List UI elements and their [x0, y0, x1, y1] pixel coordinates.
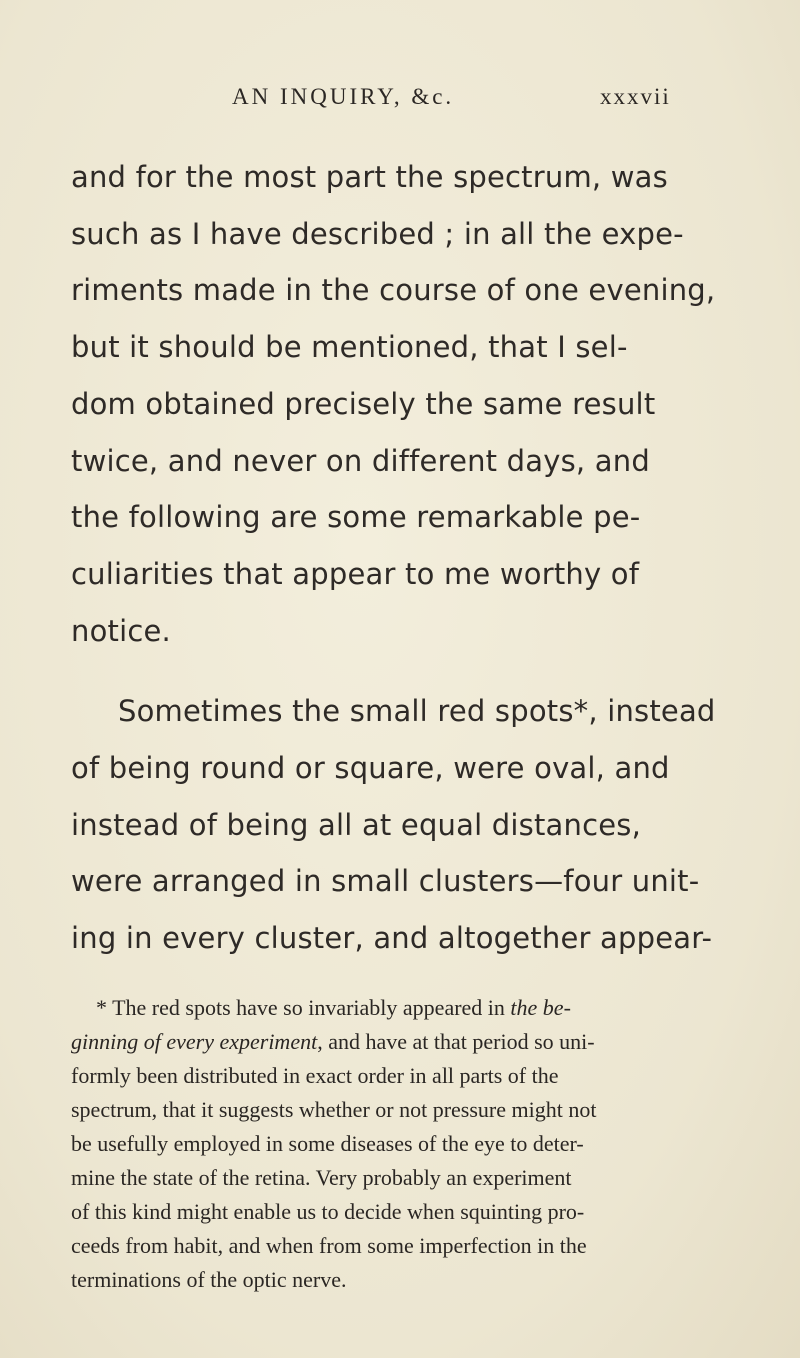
footnote-italic: the be- — [510, 995, 571, 1020]
footnote-text: * The red spots have so invariably appeared in — [96, 995, 511, 1020]
text-line: were arranged in small clusters—four unit- — [71, 864, 700, 898]
footnote-line: mine the state of the retina. Very probably an experiment — [71, 1165, 572, 1190]
text-line: of being round or square, were oval, and — [71, 751, 670, 785]
text-line: and for the most part the spectrum, was — [71, 160, 668, 194]
text-line: but it should be mentioned, that I sel- — [71, 330, 628, 364]
footnote-line: formly been distributed in exact order in all parts of the — [71, 1063, 559, 1088]
text-line: instead of being all at equal distances, — [71, 808, 641, 842]
footnote-line: ceeds from habit, and when from some imperfection in the — [71, 1233, 587, 1258]
text-line: Sometimes the small red spots*, instead — [118, 694, 716, 728]
text-line: riments made in the course of one evening, — [71, 273, 716, 307]
footnote-line — [71, 1029, 595, 1055]
text-line: notice. — [71, 614, 171, 648]
text-line: culiarities that appear to me worthy of — [71, 557, 640, 591]
text-line: ing in every cluster, and altogether appear- — [71, 921, 713, 955]
footnote-line: spectrum, that it suggests whether or not pressure might not — [71, 1097, 597, 1122]
page-number: xxxvii — [600, 84, 671, 109]
footnote-text: , and have at that period so uni- — [317, 1029, 595, 1054]
footnote-line — [96, 995, 571, 1021]
footnote-line: of this kind might enable us to decide when squinting pro- — [71, 1199, 585, 1224]
page-header — [0, 76, 800, 116]
text-line: dom obtained precisely the same result — [71, 387, 656, 421]
footnote-line: be usefully employed in some diseases of the eye to deter- — [71, 1131, 584, 1156]
text-line: twice, and never on different days, and — [71, 444, 650, 478]
text-line: such as I have described ; in all the expe- — [71, 217, 684, 251]
footnote-italic: ginning of every experiment — [71, 1029, 318, 1054]
footnote-line: terminations of the optic nerve. — [71, 1267, 347, 1292]
running-head: AN INQUIRY, &c. — [232, 84, 455, 109]
text-line: the following are some remarkable pe- — [71, 500, 641, 534]
